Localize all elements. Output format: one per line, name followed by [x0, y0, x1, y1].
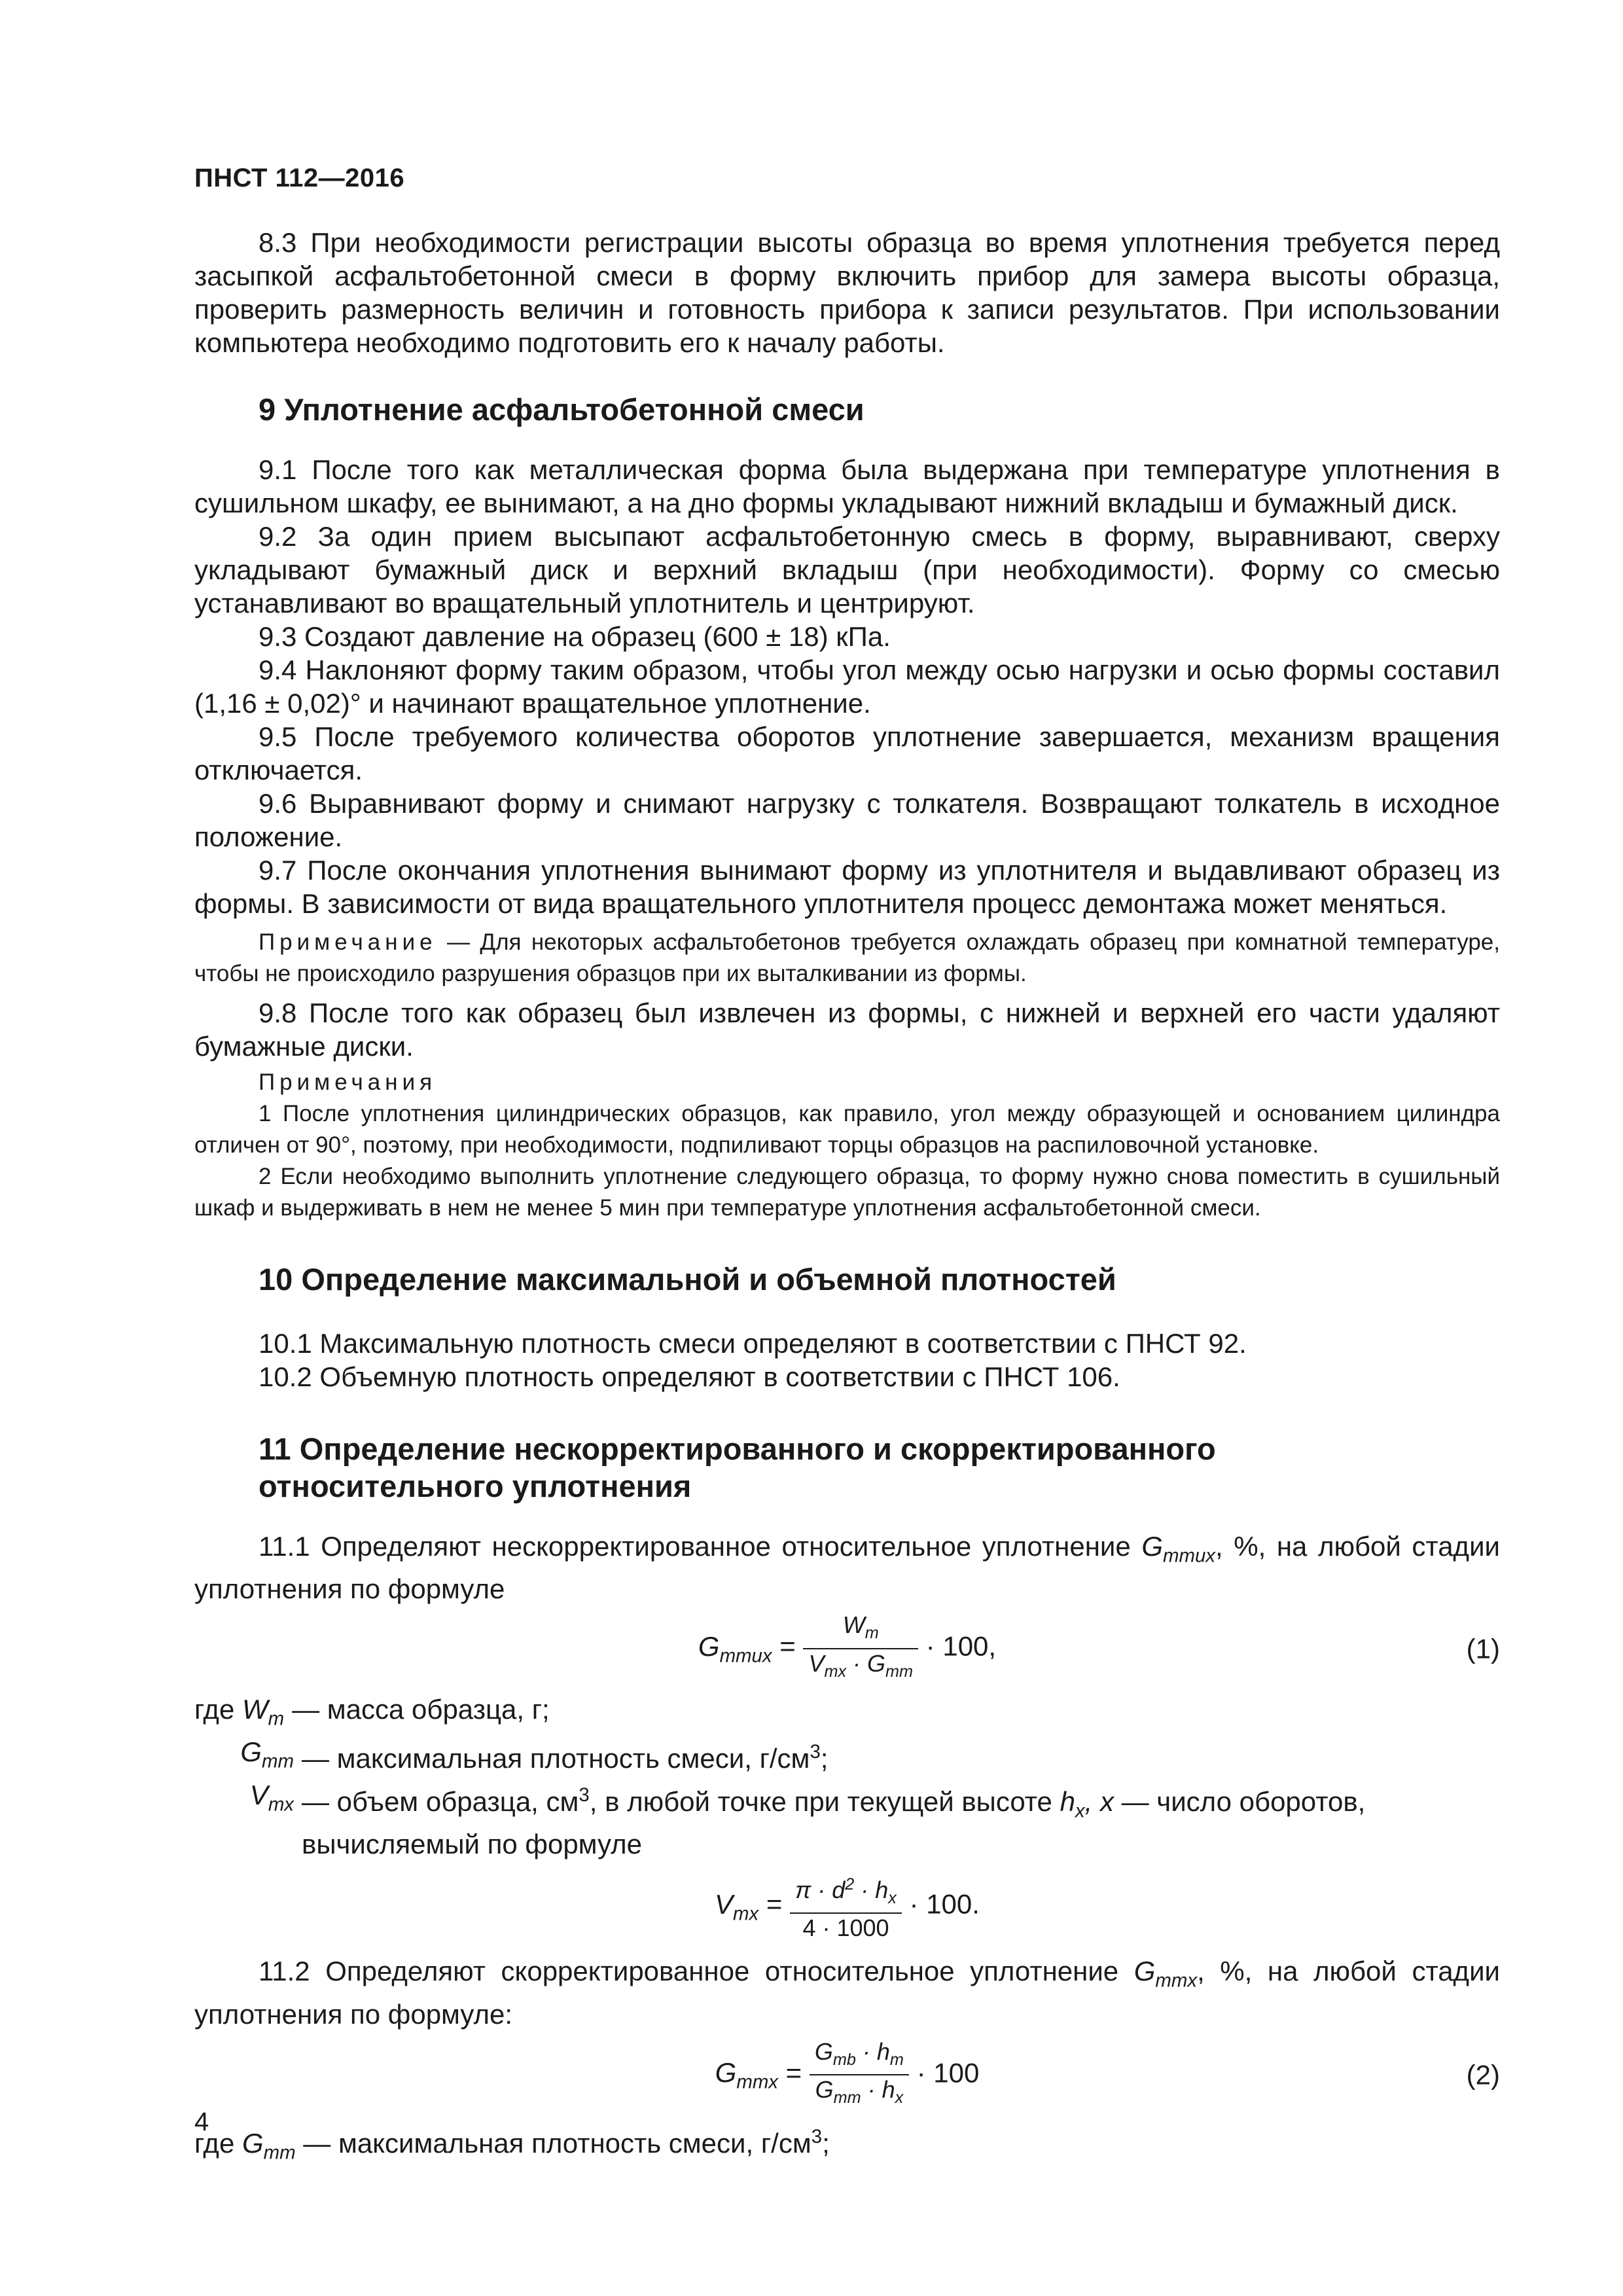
where-vmx: $V_{mx}$ — объем образца, $см^3$, в любой точке при текущей высоте $h_x$, x — число оборотов, вычисляемый по формуле — [249, 1779, 1366, 1859]
section-11-title: 11 Определение нескорректированного и скорректированного относительного уплотнения — [259, 1431, 1216, 1503]
paragraph-11-2: 11.2 Определяют скорректированное относительное уплотнение $G_{mmx}$, %, на любой стадии уплотнения по формуле: — [194, 1956, 1500, 2030]
gmmx-symbol: $G_{mmx}$ — [1133, 1956, 1198, 1992]
formula-1: $G_{mmux}$ = $\frac{W_m}{V_{mx} \cdot G_{mm}}$ · 100, (1) — [194, 1611, 1500, 1685]
paragraph-10-2: 10.2 Объемную плотность определяют в соответствии с ПНСТ 106. — [259, 1361, 1120, 1392]
paragraph-8-3: 8.3 При необходимости регистрации высоты образца во время уплотнения требуется перед засыпкой асфальтобетонной смеси в форму включить прибор для замера высоты образца, проверить размерность величин и готовность прибора к записи результатов. При использовании компьютера необходимо подготовить его к началу работы. — [194, 227, 1500, 358]
note-label: Примечание — [259, 929, 437, 955]
where-wm: где $W_m$ — масса образца, г; — [194, 1693, 550, 1730]
note-2: 2 Если необходимо выполнить уплотнение следующего образца, то форму нужно снова поместить в сушильный шкаф и выдерживать в нем не менее 5 мин при температуре уплотнения асфальтобетонной смеси. — [194, 1164, 1500, 1221]
formula-2-number: (2) — [1466, 2059, 1500, 2090]
formula-vmx-fraction: $\frac{\pi \cdot d^2 \cdot h_x}{4 \cdot 1000}$ — [790, 1870, 902, 1943]
where-gmm: $G_{mm}$ — максимальная плотность смеси, $г/см^3$; — [240, 1736, 829, 1774]
formula-2-fraction: $\frac{G_{mb} \cdot h_m}{G_{mm} \cdot h_x}$ — [810, 2037, 909, 2112]
notes-label: Примечания — [259, 1069, 437, 1095]
paragraph-9-8: 9.8 После того как образец был извлечен из формы, с нижней и верхней его части удаляют бумажные диски. — [194, 997, 1500, 1062]
paragraph-11-1: 11.1 Определяют нескорректированное относительное уплотнение $G_{mmux}$, %, на любой стадии уплотнения по формуле — [194, 1531, 1500, 1605]
note-text: — Для некоторых асфальтобетонов требуется охлаждать образец при комнатной температуре, чтобы не происходило разрушения образцов при их выталкивании из формы. — [194, 929, 1500, 986]
section-10-title: 10 Определение максимальной и объемной плотностей — [259, 1262, 1116, 1297]
paragraph-10-1: 10.1 Максимальную плотность смеси определяют в соответствии с ПНСТ 92. — [259, 1328, 1247, 1359]
note-1: 1 После уплотнения цилиндрических образцов, как правило, угол между образующей и основанием цилиндра отличен от 90°, поэтому, при необходимости, подпиливают торцы образцов на распиловочной установке. — [194, 1101, 1500, 1158]
paragraph-9-1: 9.1 После того как металлическая форма была выдержана при температуре уплотнения в сушильном шкафу, ее вынимают, а на дно формы укладывают нижний вкладыш и бумажный диск. — [194, 454, 1500, 518]
formula-1-number: (1) — [1466, 1633, 1500, 1664]
gmmux-symbol: $G_{mmux}$ — [1141, 1531, 1216, 1567]
paragraph-9-6: 9.6 Выравнивают форму и снимают нагрузку с толкателя. Возвращают толкатель в исходное положение. — [194, 788, 1500, 852]
section-9-title: 9 Уплотнение асфальтобетонной смеси — [259, 392, 865, 427]
paragraph-9-2: 9.2 За один прием высыпают асфальтобетонную смесь в форму, выравнивают, сверху укладывают бумажный диск и верхний вкладыш (при необходимости). Форму со смесью устанавливают во вращательный уплотнитель и центрируют. — [194, 521, 1500, 619]
page-content — [194, 226, 1500, 2169]
formula-vmx: $V_{mx}$ = $\frac{\pi \cdot d^2 \cdot h_x}{4 \cdot 1000}$ · 100. — [194, 1870, 1500, 1943]
page-number: 4 — [194, 2108, 209, 2136]
paragraph-9-4: 9.4 Наклоняют форму таким образом, чтобы угол между осью нагрузки и осью формы составил (1,16 ± 0,02)° и начинают вращательное уплотнение. — [194, 655, 1500, 719]
paragraph-9-7: 9.7 После окончания уплотнения вынимают форму из уплотнителя и выдавливают образец из формы. В зависимости от вида вращательного уплотнителя процесс демонтажа может меняться. — [194, 855, 1500, 919]
where-2: где $G_{mm}$ — максимальная плотность смеси, $г/см^3$; — [194, 2125, 830, 2164]
note-9-7 — [194, 927, 1500, 990]
document-header: ПНСТ 112—2016 — [194, 164, 405, 192]
formula-2: $G_{mmx}$ = $\frac{G_{mb} \cdot h_m}{G_{mm} \cdot h_x}$ · 100 (2) — [194, 2037, 1500, 2112]
formula-1-fraction: $\frac{W_m}{V_{mx} \cdot G_{mm}}$ — [803, 1611, 918, 1685]
paragraph-9-5: 9.5 После требуемого количества оборотов уплотнение завершается, механизм вращения отключается. — [194, 721, 1500, 785]
paragraph-9-3: 9.3 Создают давление на образец (600 ± 18) кПа. — [259, 621, 891, 652]
